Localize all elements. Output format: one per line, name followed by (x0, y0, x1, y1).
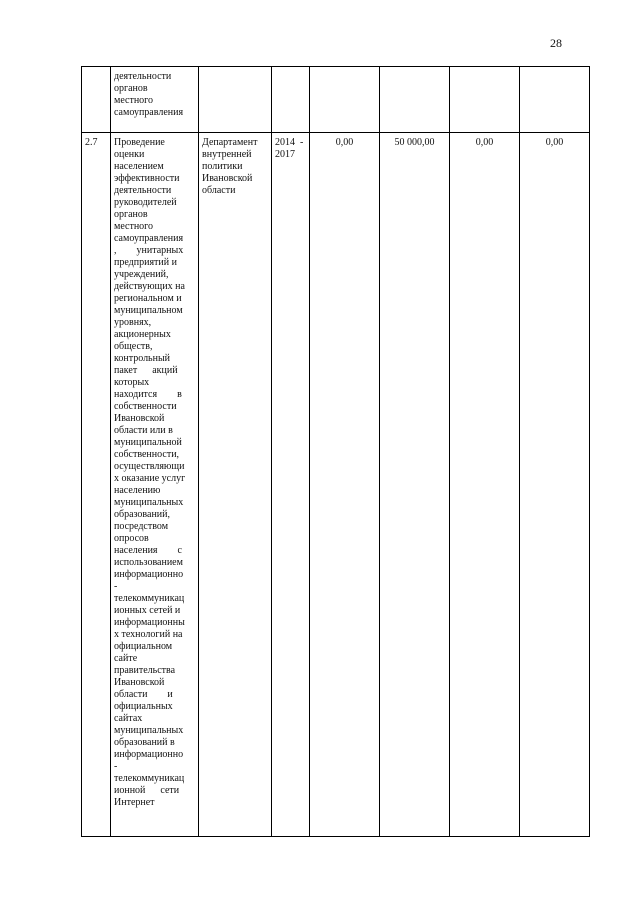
text-line: 2017 (275, 149, 295, 160)
text-line: руководителей (114, 197, 177, 208)
text-line: Проведение (114, 137, 165, 148)
text-line: местного (114, 221, 154, 232)
text-line: , унитарных (114, 245, 184, 256)
table-row (82, 133, 590, 837)
cell-name (111, 133, 199, 837)
text-line: сайте (114, 653, 138, 664)
text-line: области или в (114, 425, 173, 436)
cell-value-2: 50 000,00 (380, 133, 450, 837)
text-line: акционерных (114, 329, 171, 340)
text-line: региональном и (114, 293, 182, 304)
text-line: населения с (114, 545, 182, 556)
text-line: телекоммуникац (114, 593, 185, 604)
cell-name (111, 67, 199, 133)
text-line: населением (114, 161, 164, 172)
text-line: органов (114, 209, 148, 220)
text-line: обществ, (114, 341, 153, 352)
text-line: учреждений, (114, 269, 169, 280)
text-line: использованием (114, 557, 183, 568)
text-line: Ивановской (114, 677, 165, 688)
text-line: предприятий и (114, 257, 177, 268)
text-line: Интернет (114, 797, 155, 808)
text-line: х оказание услуг (114, 473, 186, 484)
text-line: - (114, 761, 118, 772)
text-line: образований в (114, 737, 175, 748)
text-line: осуществляющи (114, 461, 185, 472)
cell-value (310, 67, 380, 133)
text-line: деятельности (114, 185, 172, 196)
term-years (275, 137, 306, 161)
text-line: муниципальных (114, 725, 184, 736)
cell-term (272, 67, 310, 133)
text-line: муниципальной (114, 437, 182, 448)
text-line: собственности (114, 401, 177, 412)
text-line: эффективности (114, 173, 180, 184)
text-line: самоуправления (114, 107, 184, 118)
text-line: официальных (114, 701, 173, 712)
cell-value-3: 0,00 (450, 133, 520, 837)
text-line: опросов (114, 533, 149, 544)
text-line: которых (114, 377, 150, 388)
text-line: сайтах (114, 713, 143, 724)
text-line: находится в (114, 389, 182, 400)
text-line: контрольный (114, 353, 171, 364)
text-line: Ивановской (202, 173, 253, 184)
text-line: уровнях, (114, 317, 152, 328)
text-line: ионных сетей и (114, 605, 181, 616)
text-line: политики (202, 161, 243, 172)
text-line: населению (114, 485, 161, 496)
text-line: Ивановской (114, 413, 165, 424)
text-line: телекоммуникац (114, 773, 185, 784)
activity-name (114, 137, 195, 809)
cell-value (450, 67, 520, 133)
text-line: внутренней (202, 149, 252, 160)
cell-number (82, 67, 111, 133)
text-line: официальном (114, 641, 173, 652)
cell-value (380, 67, 450, 133)
text-line: информационно (114, 749, 184, 760)
text-line: Департамент (202, 137, 258, 148)
cell-number: 2.7 (82, 133, 111, 837)
text-line: информационно (114, 569, 184, 580)
text-line: - (114, 581, 118, 592)
text-line: деятельности (114, 71, 172, 82)
text-line: образований, (114, 509, 171, 520)
text-line: собственности, (114, 449, 180, 460)
text-line: 2014 - (275, 137, 304, 148)
table-row-continuation (82, 67, 590, 133)
page-number: 28 (550, 36, 562, 50)
executor-name (202, 137, 268, 197)
text-line: пакет акций (114, 365, 178, 376)
activity-name-continuation (114, 71, 195, 119)
cell-executor (199, 133, 272, 837)
cell-term (272, 133, 310, 837)
cell-executor (199, 67, 272, 133)
cell-value-1: 0,00 (310, 133, 380, 837)
text-line: области (202, 185, 236, 196)
text-line: правительства (114, 665, 176, 676)
cell-value (520, 67, 590, 133)
text-line: х технологий на (114, 629, 183, 640)
text-line: самоуправления (114, 233, 184, 244)
cell-value-4: 0,00 (520, 133, 590, 837)
text-line: органов (114, 83, 148, 94)
program-table (81, 66, 590, 837)
text-line: информационны (114, 617, 185, 628)
text-line: муниципальных (114, 497, 184, 508)
text-line: ионной сети (114, 785, 180, 796)
text-line: оценки (114, 149, 145, 160)
text-line: муниципальном (114, 305, 183, 316)
text-line: местного (114, 95, 154, 106)
text-line: действующих на (114, 281, 185, 292)
text-line: посредством (114, 521, 169, 532)
text-line: области и (114, 689, 173, 700)
